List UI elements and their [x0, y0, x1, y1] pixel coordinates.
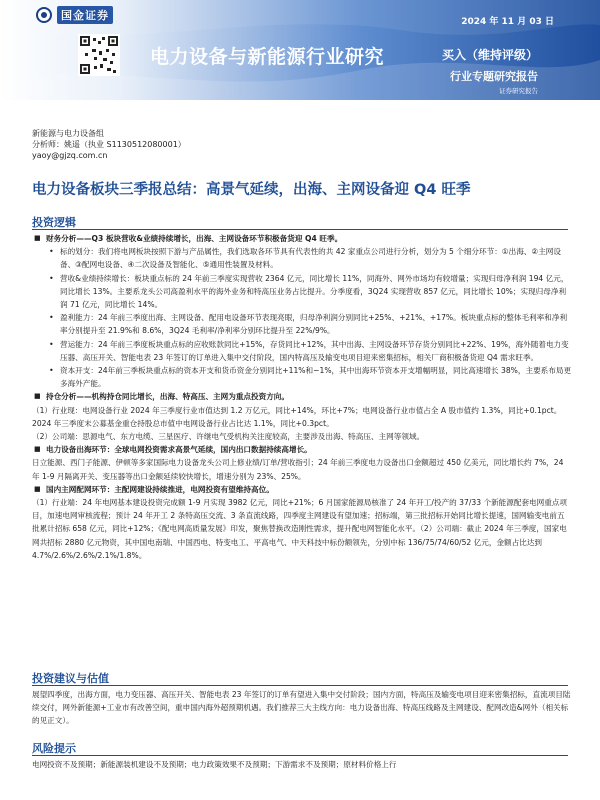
section-title-logic: 投资逻辑	[32, 216, 76, 229]
page-headline: 电力设备板块三季报总结：高景气延续，出海、主网设备迎 Q4 旺季	[32, 182, 471, 198]
logic-item: • 盈利能力：24 年前三季度出海、主网设备、配用电设备环节表现亮眼，归母净利润分别同比+25%、+21%、+17%。板块重点标的整体毛利率和净利率分别提升至 21.9%和 8.6%，3Q24 毛利率/净利率分别环比提升至 22%/9%。	[32, 311, 572, 337]
logic-item: • 资本开支：24年前三季板块重点标的资本开支和货币资金分别同比+11%和−1%，其中出海环节资本开支增幅明显，同比高速增长 38%，主要系布局更多海外产能。	[32, 364, 572, 390]
team-name: 新能源与电力设备组	[32, 129, 104, 138]
logic-item: ■ 财务分析——Q3 板块营收&业绩持续增长，出海、主网设备环节积极备货迎 Q4 旺季。	[32, 232, 572, 245]
section-divider	[32, 755, 568, 756]
report-date: 2024 年 11 月 03 日	[461, 17, 554, 27]
logic-body	[32, 232, 572, 562]
logic-item: （2）公司端：思源电气、东方电缆、三星医疗、许继电气受机构关注度较高，主要涉及出海、特高压、主网等领域。	[32, 432, 425, 442]
logo-mark-icon	[36, 7, 52, 23]
logic-item: • 营收&业绩持续增长：板块重点标的 24 年前三季度实现营收 2364 亿元，同比增长 11%，同海外、网外市场均有较增量；实现归母净利润 194 亿元，同比增长 13%。主要系龙头公司高盈利水平的海外业务和特高压业务占比提升。分季度看，3Q24 实现营收 857 亿元，同比增长 10%；实现归母净利润 71 亿元，同比增长 14%。	[32, 272, 572, 312]
qr-code-icon	[78, 34, 120, 76]
logic-item: ■ 电力设备出海环节：全球电网投资需求高景气延续，国内出口数据持续高增长。	[32, 443, 572, 456]
analyst-info	[32, 128, 186, 161]
report-title: 电力设备与新能源行业研究	[150, 46, 385, 68]
risk-text: 电网投资不及预期；新能源装机建设不及预期；电力政策效果不及预期；下游需求不及预期；原材料价格上行	[32, 760, 397, 769]
section-title-advice: 投资建议与估值	[32, 672, 109, 685]
company-logo	[36, 6, 113, 24]
report-type: 行业专题研究报告	[450, 70, 538, 83]
rating: 买入（维持评级）	[441, 48, 538, 62]
advice-text: 展望四季度，出海方面，电力变压器、高压开关、智能电表 23 年签订的订单有望进入集中交付阶段；国内方面，特高压及输变电项目迎来密集招标，直流项目陆续交付，网外新能源+工业市有改善空间，重申国内海外超预期机遇。我们推荐三大主线方向：电力设备出海、特高压线路及主网建设、配网改造&网外（相关标的见正文）。	[32, 690, 571, 726]
logic-item: ■ 持仓分析——机构持仓同比增长，出海、特高压、主网为重点投资方向。	[32, 390, 572, 403]
section-divider	[32, 685, 568, 686]
advice-body	[32, 688, 572, 728]
logic-item: ■ 国内主网配网环节：主配网建设持续推进，电网投资有望维持高位。	[32, 483, 572, 496]
header-banner	[0, 0, 600, 100]
section-title-risk: 风险提示	[32, 742, 76, 755]
logic-item: • 标的划分：我们将电网板块按照下游与产品属性，我们选取各环节具有代表性的共 42 家重点公司进行分析，划分为 5 个细分环节：①出海、②主网设备、③配网电设备、④二次设备及智能化、⑤通用性装置及材料。	[32, 245, 572, 271]
analyst-name: 分析师：姚遥（执业 S1130512080001）	[32, 140, 186, 149]
logo-text: 国金证券	[57, 6, 113, 24]
logic-item: • 营运能力：24 年前三季度板块重点标的应收账款同比+15%，存货同比+12%，其中出海、主网设备环节存货分别同比+22%、19%，海外随着电力变压器、高压开关、智能电表 23 年签订的订单进入集中交付阶段，国内特高压及输变电项目迎来密集招标，相关厂商积极备货迎 Q4 需求旺季。	[32, 338, 572, 364]
section-divider	[32, 229, 568, 230]
analyst-email[interactable]: yaoy@gjzq.com.cn	[32, 151, 108, 160]
risk-body	[32, 758, 572, 771]
logic-item: 日立能源、西门子能源、伊顿等多家国际电力设备龙头公司上修业绩/订单/营收指引；24 年前三季度电力设备出口金额超过 450 亿美元，同比增长约 7%，24 年 1-9 月隔离开关、变压器等出口金额延续较快增长，增速分别为 23%、25%。	[32, 458, 564, 481]
logic-item: （1）行业端：24 年电网基本建设投资完成额 1-9 月实现 3982 亿元，同比+21%；6 月国家能源局核准了 24 年开工/投产的 37/33 个新能源配套电网重点项目，加速电网审核流程；预计 24 年开工 2 条特高压交流、3 条直流线路，四季度主网建设有望加速；招标端，第三批招标开始同比增长提速，国网输变电前五批累计招标 658 亿元，同比+12%；《配电网高质量发展》印发，聚焦替换改造刚性需求，提升配电网智能化水平。（2）公司端：截止 2024 年三季度，国家电网共招标 2880 亿元物资，其中国电南瑞、中国西电、特变电工、平高电气、中天科技中标份额领先，分别中标 136/75/74/60/52 亿元，金额占比达到 4.7%/2.6%/2.6%/2.1%/1.8%。	[32, 498, 568, 560]
logic-item: （1）行业现：电网设备行业 2024 年三季度行业市值达到 1.2 万亿元，同比+14%，环比+7%；电网设备行业市值占全 A 股市值约 1.3%，同比+0.1pct。2024 年三季度末公募基金重仓持股总市值中电网设备行业占比达 1.1%，同比+0.3pct。	[32, 405, 562, 428]
department-label: 证券研究报告	[499, 87, 538, 95]
